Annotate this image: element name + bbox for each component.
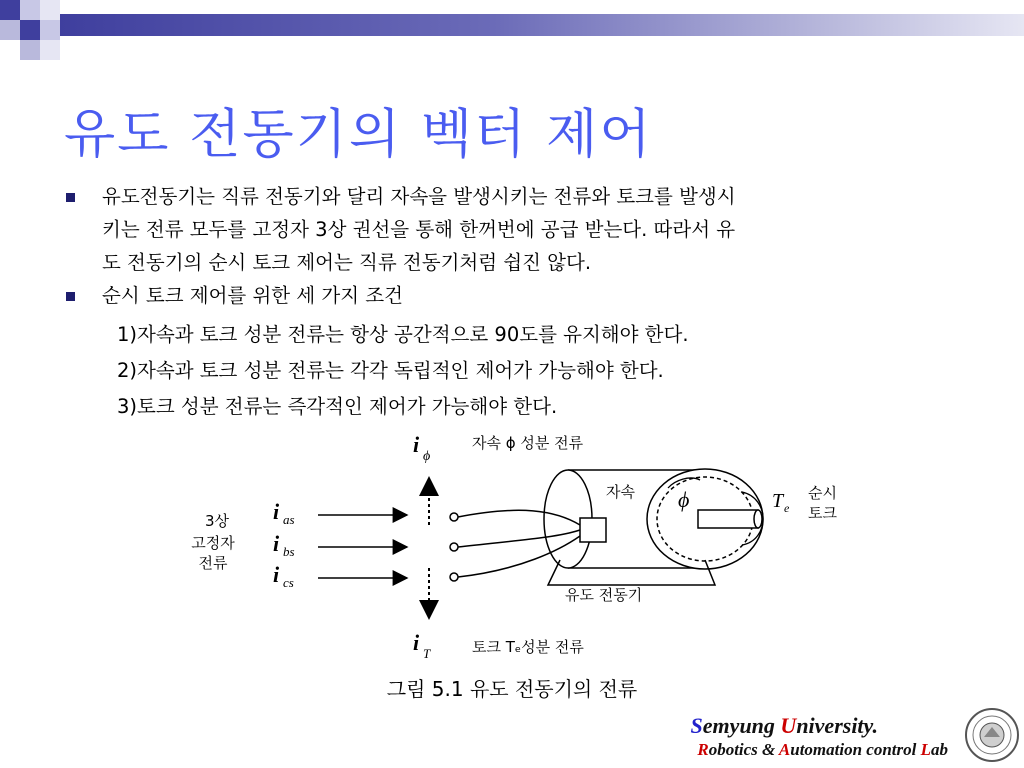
- university-seal-logo: [964, 707, 1020, 763]
- current-ias-label: [273, 499, 295, 527]
- torque-current-label: 토크 Tₑ성분 전류: [472, 638, 584, 656]
- torque-current-symbol: [413, 630, 431, 661]
- condition-item: 1)자속과 토크 성분 전류는 항상 공간적으로 90도를 유지해야 한다.: [117, 323, 689, 346]
- bullet-line: 도 전동기의 순시 토크 제어는 직류 전동기처럼 쉽진 않다.: [102, 251, 592, 274]
- terminal: [450, 513, 458, 521]
- current-ics-label: [273, 562, 294, 590]
- terminal: [450, 543, 458, 551]
- bullet-line: 유도전동기는 직류 전동기와 달리 자속을 발생시키는 전류와 토크를 발생시: [102, 185, 736, 208]
- condition-item: 2)자속과 토크 성분 전류는 각각 독립적인 제어가 가능해야 한다.: [117, 359, 664, 382]
- svg-text:T: T: [423, 646, 431, 661]
- stator-current-label: 전류: [198, 554, 228, 572]
- condition-item: 3)토크 성분 전류는 즉각적인 제어가 가능해야 한다.: [117, 395, 558, 418]
- bullet-line: 순시 토크 제어를 위한 세 가지 조건: [102, 284, 403, 307]
- stator-current-label: 고정자: [191, 534, 235, 552]
- instant-torque-label: 토크: [808, 504, 837, 522]
- svg-text:i: i: [273, 562, 280, 587]
- current-ibs-label: [273, 531, 295, 559]
- flux-label: 자속: [606, 483, 635, 501]
- svg-text:e: e: [784, 501, 790, 515]
- svg-text:as: as: [283, 512, 295, 527]
- figure-caption: 그림 5.1 유도 전동기의 전류: [386, 677, 638, 701]
- svg-text:i: i: [273, 499, 280, 524]
- svg-text:cs: cs: [283, 575, 294, 590]
- svg-text:i: i: [413, 432, 420, 457]
- university-name: Semyung University.: [690, 713, 878, 738]
- terminal: [450, 573, 458, 581]
- motor-label: 유도 전동기: [565, 586, 643, 604]
- slide-title: 유도 전동기의 벡터 제어: [64, 104, 653, 165]
- stator-current-label: 3상: [204, 512, 230, 530]
- svg-text:ϕ: ϕ: [423, 449, 431, 464]
- svg-text:bs: bs: [283, 544, 295, 559]
- flux-current-label: 자속 ϕ 성분 전류: [472, 434, 584, 452]
- svg-text:i: i: [273, 531, 280, 556]
- svg-text:i: i: [413, 630, 420, 655]
- lab-name: Robotics & Automation control Lab: [697, 740, 948, 759]
- flux-current-symbol: [413, 432, 430, 464]
- instant-torque-label: 순시: [808, 484, 837, 502]
- bullet-line: 키는 전류 모두를 고정자 3상 권선을 통해 한꺼번에 공급 받는다. 따라서 유: [102, 218, 736, 241]
- te-symbol: [772, 490, 790, 515]
- svg-text:T: T: [772, 490, 784, 512]
- phi-symbol: ϕ: [678, 487, 690, 512]
